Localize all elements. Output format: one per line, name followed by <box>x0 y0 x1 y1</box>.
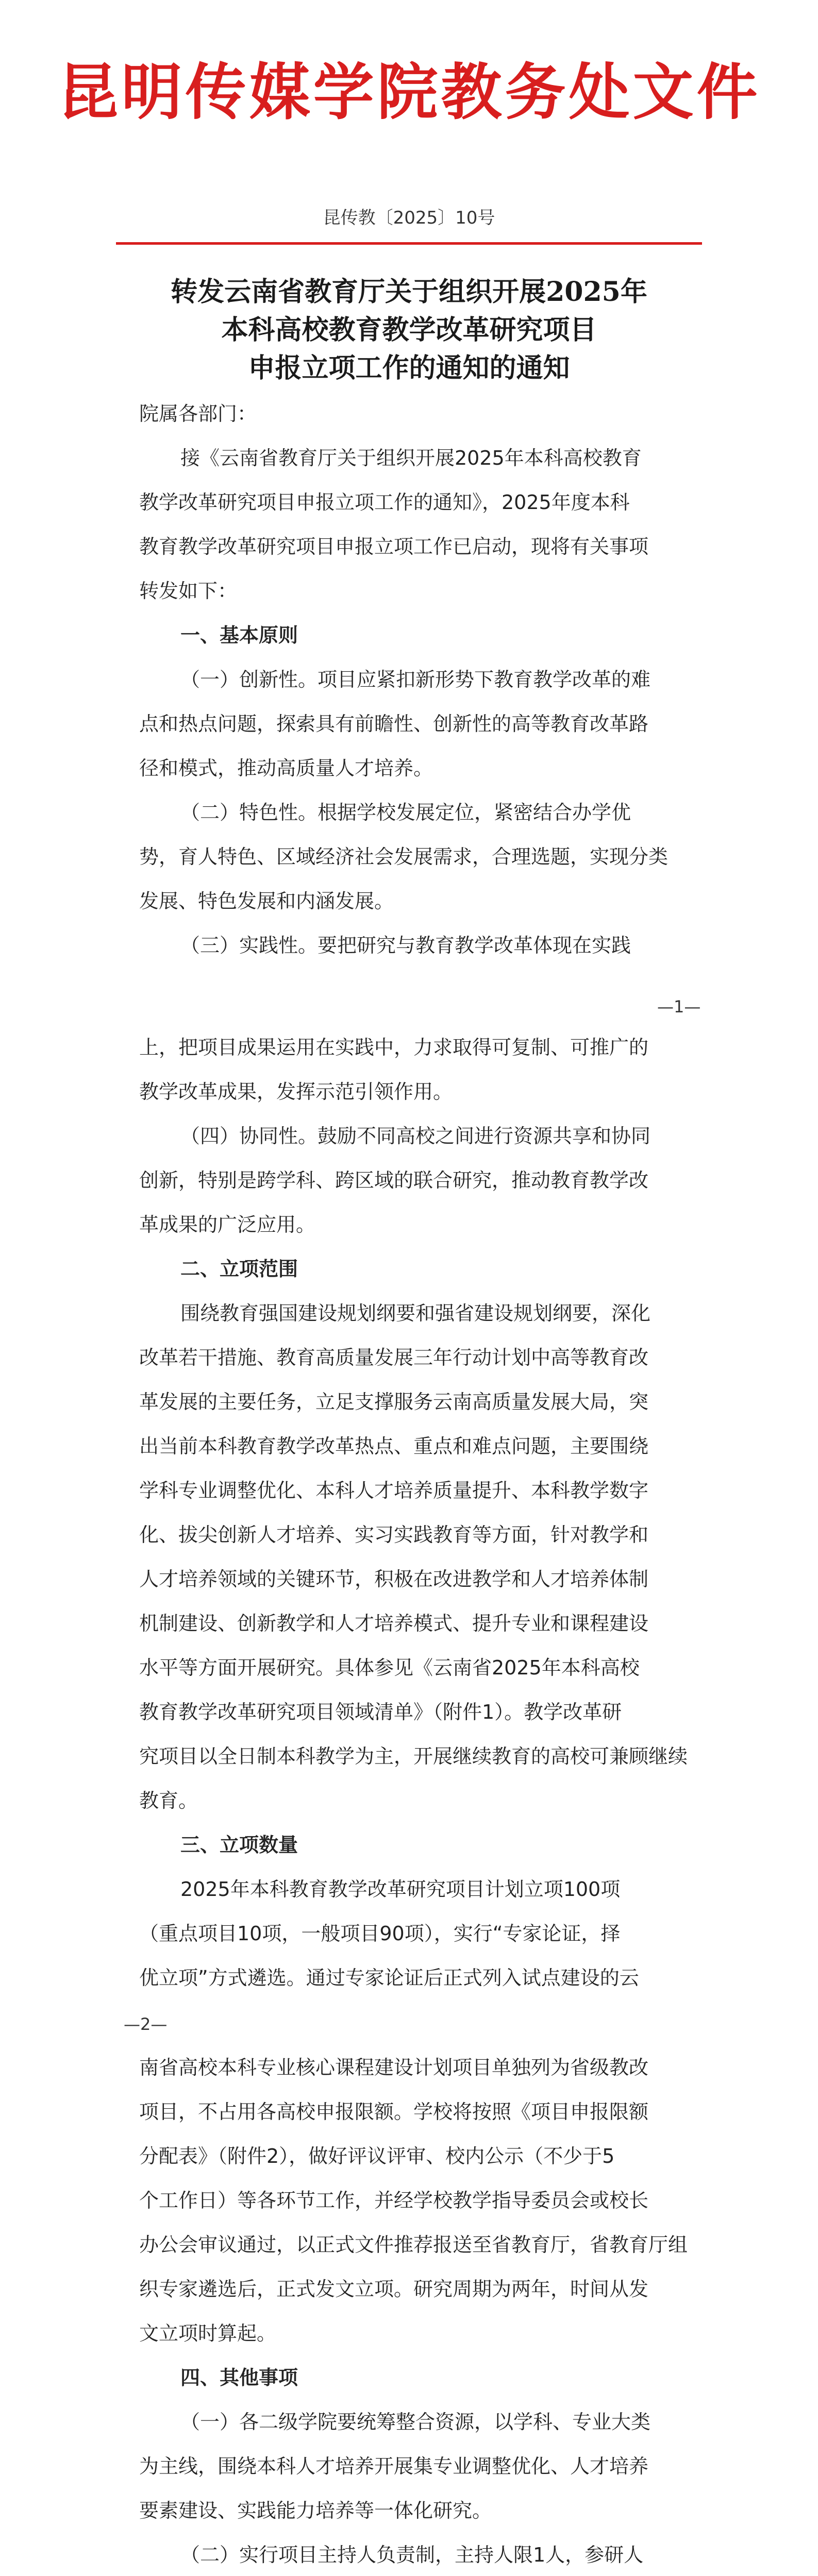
section-heading: 四、其他事项 <box>180 2366 298 2389</box>
paragraph-line: 革成果的广泛应用。 <box>139 1213 316 1236</box>
paragraph-line: （四）协同性。鼓励不同高校之间进行资源共享和协同 <box>180 1125 651 1147</box>
paragraph-line: 化、拔尖创新人才培养、实习实践教育等方面，针对教学和 <box>139 1523 649 1546</box>
paragraph-line: 织专家遴选后，正式发文立项。研究周期为两年，时间从发 <box>139 2278 649 2300</box>
paragraph-line: （一）各二级学院要统筹整合资源，以学科、专业大类 <box>180 2411 651 2433</box>
paragraph-line: 创新，特别是跨学科、跨区域的联合研究，推动教育教学改 <box>139 1169 649 1192</box>
section-heading: 三、立项数量 <box>180 1834 298 1856</box>
paragraph-line: 究项目以全日制本科教学为主，开展继续教育的高校可兼顾继续 <box>139 1745 688 1768</box>
paragraph-line: 发展、特色发展和内涵发展。 <box>139 890 394 912</box>
paragraph-line: 项目，不占用各高校申报限额。学校将按照《项目申报限额 <box>139 2100 649 2123</box>
red-divider-line <box>116 242 702 245</box>
paragraph-line: 办公会审议通过，以正式文件推荐报送至省教育厅，省教育厅组 <box>139 2233 688 2256</box>
salutation: 院属各部门： <box>139 402 257 425</box>
title-line: 转发云南省教育厅关于组织开展2025年 <box>171 276 647 308</box>
paragraph-line: 势，育人特色、区域经济社会发展需求，合理选题，实现分类 <box>139 845 669 868</box>
paragraph-line: 教学改革研究项目申报立项工作的通知》，2025年度本科 <box>139 491 630 514</box>
page-number: —2— <box>124 2014 168 2034</box>
document-title <box>0 273 818 387</box>
paragraph-line: 水平等方面开展研究。具体参见《云南省2025年本科高校 <box>139 1656 640 1679</box>
paragraph-line: 分配表》（附件2），做好评议评审、校内公示（不少于5 <box>139 2145 615 2167</box>
paragraph-line: 围绕教育强国建设规划纲要和强省建设规划纲要，深化 <box>180 1302 651 1325</box>
paragraph-line: 要素建设、实践能力培养等一体化研究。 <box>139 2499 492 2522</box>
paragraph-line: 个工作日）等各环节工作，并经学校教学指导委员会或校长 <box>139 2189 649 2212</box>
paragraph-line: 径和模式，推动高质量人才培养。 <box>139 757 433 779</box>
paragraph-line: （二）特色性。根据学校发展定位，紧密结合办学优 <box>180 801 631 824</box>
paragraph-line: 教育教学改革研究项目申报立项工作已启动，现将有关事项 <box>139 535 649 558</box>
section-heading: 二、立项范围 <box>180 1258 298 1280</box>
paragraph-line: 人才培养领域的关键环节，积极在改进教学和人才培养体制 <box>139 1568 649 1590</box>
page3-body <box>139 2045 686 2576</box>
paragraph-line: （三）实践性。要把研究与教育教学改革体现在实践 <box>180 934 631 957</box>
title-line: 本科高校教育教学改革研究项目 <box>221 314 597 346</box>
organization-title: 昆明传媒学院教务处文件 <box>57 56 761 128</box>
paragraph-line: 教育。 <box>139 1789 198 1812</box>
page-number: —1— <box>657 997 701 1016</box>
paragraph-line: 机制建设、创新教学和人才培养模式、提升专业和课程建设 <box>139 1612 649 1635</box>
paragraph-line: 转发如下： <box>139 580 238 602</box>
paragraph-line: 文立项时算起。 <box>139 2322 277 2345</box>
paragraph-line: （一）创新性。项目应紧扣新形势下教育教学改革的难 <box>180 668 651 691</box>
title-line: 申报立项工作的通知的通知 <box>248 352 570 384</box>
paragraph-line: 改革若干措施、教育高质量发展三年行动计划中高等教育改 <box>139 1346 649 1369</box>
paragraph-line: 为主线，围绕本科人才培养开展集专业调整优化、人才培养 <box>139 2455 649 2478</box>
paragraph-line: （重点项目10项，一般项目90项），实行“专家论证，择 <box>139 1922 621 1945</box>
paragraph-line: 南省高校本科专业核心课程建设计划项目单独列为省级教改 <box>139 2056 649 2079</box>
paragraph-line: （二）实行项目主持人负责制，主持人限1人，参研人 <box>180 2544 644 2566</box>
page2-body <box>139 1025 686 2000</box>
paragraph-line: 教育教学改革研究项目领域清单》（附件1）。教学改革研 <box>139 1701 622 1723</box>
paragraph-line: 2025年本科教育教学改革研究项目计划立项100项 <box>180 1878 621 1901</box>
paragraph-line: 教学改革成果，发挥示范引领作用。 <box>139 1080 453 1103</box>
paragraph-line: 革发展的主要任务，立足支撑服务云南高质量发展大局，突 <box>139 1391 649 1413</box>
document-number: 昆传教〔2025〕10号 <box>323 208 495 228</box>
paragraph-line: 优立项”方式遴选。通过专家论证后正式列入试点建设的云 <box>139 1967 639 1989</box>
section-heading: 一、基本原则 <box>180 624 298 647</box>
paragraph-line: 接《云南省教育厅关于组织开展2025年本科高校教育 <box>180 447 642 469</box>
page1-body <box>139 392 686 968</box>
paragraph-line: 上，把项目成果运用在实践中，力求取得可复制、可推广的 <box>139 1036 649 1059</box>
paragraph-line: 学科专业调整优化、本科人才培养质量提升、本科教学数字 <box>139 1479 649 1502</box>
document-header <box>0 56 818 128</box>
paragraph-line: 出当前本科教育教学改革热点、重点和难点问题，主要围绕 <box>139 1435 649 1458</box>
paragraph-line: 点和热点问题，探索具有前瞻性、创新性的高等教育改革路 <box>139 713 649 735</box>
